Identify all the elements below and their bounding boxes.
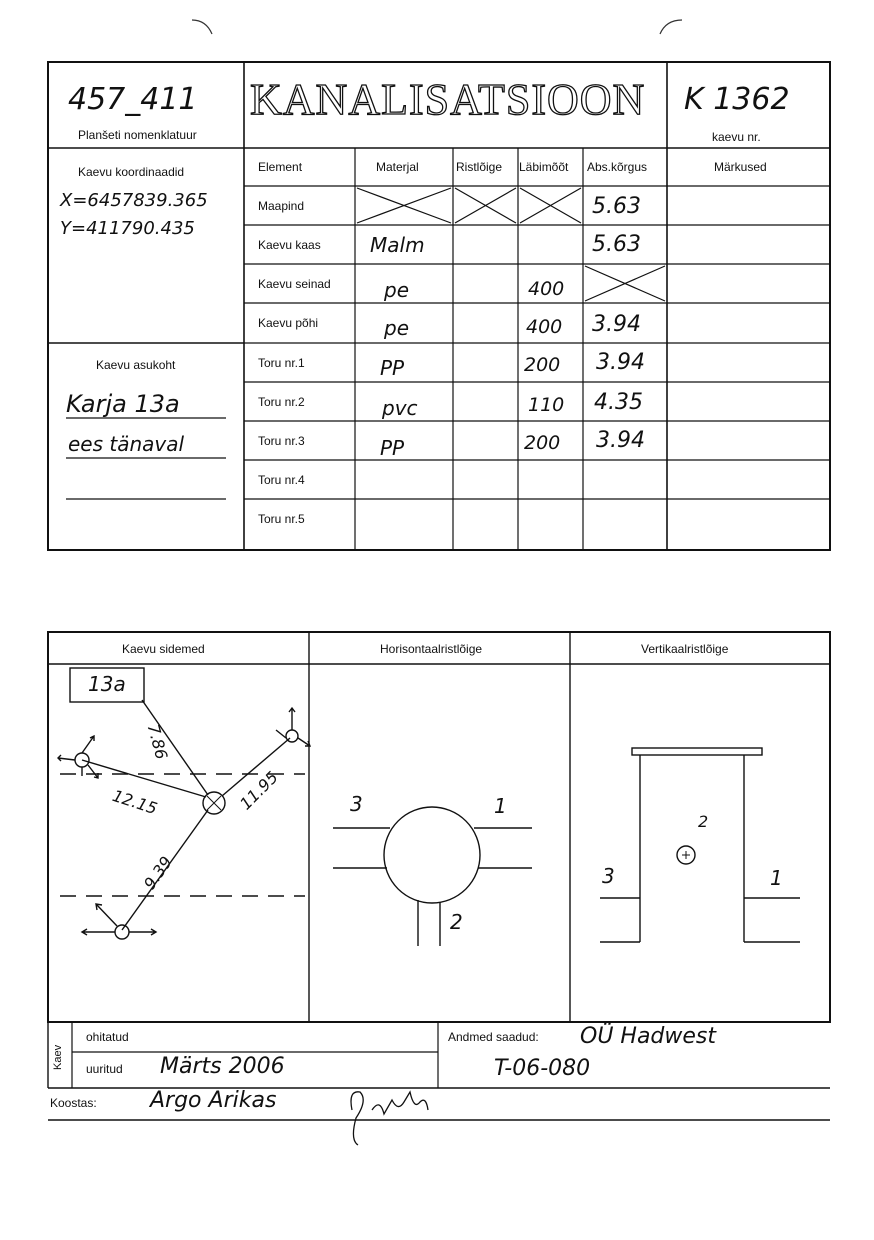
horizontal-pipe-1-label: 1 — [494, 794, 507, 818]
building-label: 13a — [88, 672, 126, 696]
horizontal-pipe-2-label: 2 — [450, 910, 463, 934]
row-element: Kaevu põhi — [258, 316, 319, 330]
row-element: Toru nr.3 — [258, 434, 305, 448]
location-line1: Karja 13a — [66, 390, 180, 418]
compiled-label: Koostas: — [50, 1096, 97, 1110]
row-diameter: 400 — [526, 316, 563, 338]
row-element: Toru nr.1 — [258, 356, 305, 370]
punch-mark-left — [192, 20, 212, 34]
table-header-notes: Märkused — [714, 160, 767, 174]
row-element: Toru nr.2 — [258, 395, 305, 409]
data-obtained-label: Andmed saadud: — [448, 1030, 539, 1044]
data-obtained-reference: T-06-080 — [494, 1056, 591, 1081]
footer-side-label: Kaev — [52, 1044, 64, 1070]
horizontal-pipe-3-label: 3 — [350, 792, 363, 816]
plansheet-label: Planšeti nomenklatuur — [78, 128, 197, 142]
row-material: pe — [384, 278, 409, 302]
row-element: Toru nr.5 — [258, 512, 305, 526]
well-number-value: K 1362 — [684, 82, 790, 117]
table-header-cross-section: Ristlõige — [456, 160, 503, 174]
row-material: PP — [380, 356, 405, 380]
ties-sketch — [58, 668, 310, 939]
table-header-material: Materjal — [376, 160, 419, 174]
signature-scribble — [351, 1092, 428, 1145]
vertical-section-title: Vertikaalristlõige — [641, 642, 729, 656]
compiled-value: Argo Arikas — [150, 1088, 277, 1113]
tie-distance-right: 11.95 — [236, 767, 282, 814]
well-number-label: kaevu nr. — [712, 130, 761, 144]
row-diameter: 200 — [524, 354, 561, 376]
data-obtained-value: OÜ Hadwest — [580, 1024, 717, 1049]
row-element: Toru nr.4 — [258, 473, 305, 487]
row-diameter: 400 — [528, 278, 565, 300]
table-header-diameter: Läbimõõt — [519, 160, 569, 174]
row-abs-height: 3.94 — [592, 312, 641, 337]
surveyed-value: Märts 2006 — [160, 1054, 285, 1079]
horizontal-section-title: Horisontaalristlõige — [380, 642, 483, 656]
row-abs-height: 5.63 — [592, 194, 641, 219]
surveyed-label: uuritud — [86, 1062, 123, 1076]
vertical-pipe-3-label: 3 — [602, 864, 615, 888]
row-abs-height: 5.63 — [592, 232, 641, 257]
row-abs-height: 3.94 — [596, 428, 645, 453]
checked-label: ohitatud — [86, 1030, 129, 1044]
tie-distance-bottom: 9.39 — [140, 852, 176, 893]
drawing-panel-grid — [48, 632, 830, 1022]
location-label: Kaevu asukoht — [96, 358, 176, 372]
coordinate-x: X=6457839.365 — [60, 190, 208, 211]
table-header-abs-height: Abs.kõrgus — [587, 160, 648, 174]
horizontal-section — [333, 807, 532, 946]
row-element: Kaevu seinad — [258, 277, 331, 291]
punch-mark-right — [660, 20, 682, 34]
plansheet-value: 457_411 — [68, 82, 198, 117]
row-diameter: 200 — [524, 432, 561, 454]
ties-title: Kaevu sidemed — [122, 642, 205, 656]
coordinates-label: Kaevu koordinaadid — [78, 165, 185, 179]
row-abs-height: 4.35 — [594, 390, 643, 415]
vertical-section — [600, 748, 800, 942]
row-material: Malm — [370, 233, 425, 257]
tie-distance-building: 7.86 — [143, 722, 172, 762]
vertical-pipe-2-label: 2 — [698, 812, 709, 831]
row-element: Kaevu kaas — [258, 238, 321, 252]
page-title: KANALISATSIOON — [250, 75, 646, 124]
coordinate-y: Y=411790.435 — [60, 218, 195, 239]
vertical-pipe-1-label: 1 — [770, 866, 783, 890]
location-line2: ees tänaval — [68, 432, 185, 456]
tie-distance-left: 12.15 — [110, 786, 160, 819]
row-material: pvc — [382, 396, 418, 420]
row-abs-height: 3.94 — [596, 350, 645, 375]
row-element: Maapind — [258, 199, 305, 213]
row-material: pe — [384, 316, 409, 340]
table-header-element: Element — [258, 160, 303, 174]
row-diameter: 110 — [528, 394, 565, 416]
row-material: PP — [380, 436, 405, 460]
